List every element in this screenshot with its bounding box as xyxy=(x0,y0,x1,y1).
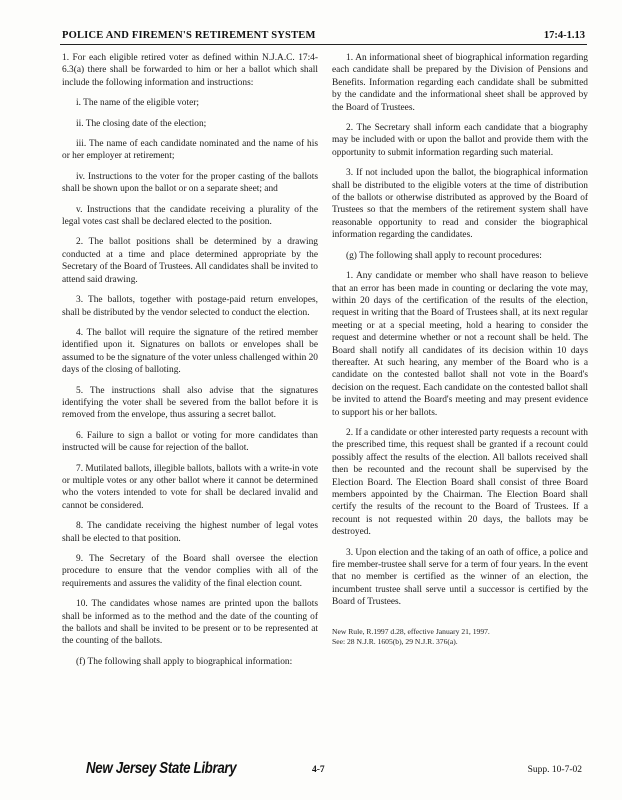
source-note-line: See: 28 N.J.R. 1605(b), 29 N.J.R. 376(a). xyxy=(332,636,458,646)
left-column xyxy=(62,52,318,676)
paragraph: 1. Any candidate or member who shall have reason to believe that an error has been made in counting or declaring the vote may, within 20 days of the certification of the results of the election, request in writing that the Board of Trustees shall, at its next regular meeting or at a special meeting, hold a hearing to consider the request and determine whether or not a recount shall be held. The Board shall notify all candidates of its decision within 10 days thereafter. At such hearing, any member of the Board who is a candidate on the contested ballot shall not vote in the Board's decision on the request. Each candidate on the contested ballot shall be invited to attend the Board's meeting and may present evidence to support his or her ballots. xyxy=(332,271,588,418)
paragraph: 1. An informational sheet of biographical information regarding each candidate shall be prepared by the Division of Pensions and Benefits. Information regarding each candidate shall be submitted by the candidate and the informational sheet shall be approved by the Board of Trustees. xyxy=(332,53,588,113)
source-note xyxy=(332,627,588,647)
paragraph: iv. Instructions to the voter for the proper casting of the ballots shall be shown upon the ballot or on a separate sheet; and xyxy=(62,171,318,195)
right-column xyxy=(332,52,588,655)
paragraph: iii. The name of each candidate nominated and the name of his or her employer at retirement; xyxy=(62,139,318,162)
paragraph: 2. The ballot positions shall be determined by a drawing conducted at a time and place determined appropriate by the Secretary of the Board of Trustees. All candidates shall be invited to attend said drawing. xyxy=(62,237,318,285)
paragraph: i. The name of the eligible voter; xyxy=(76,98,199,109)
running-header-title: POLICE AND FIREMEN'S RETIREMENT SYSTEM xyxy=(62,30,316,41)
paragraph: (f) The following shall apply to biographical information: xyxy=(76,656,293,667)
paragraph: 10. The candidates whose names are printed upon the ballots shall be informed as to the method and the date of the counting of the ballots and shall be invited to be present or to be represented at the counting of the ballots. xyxy=(62,599,318,647)
paragraph: 1. For each eligible retired voter as defined within N.J.A.C. 17:4-6.3(a) there shall be forwarded to him or her a ballot which shall include the following information and instructions: xyxy=(62,53,318,88)
supplement-date: Supp. 10-7-02 xyxy=(527,765,582,775)
paragraph: 8. The candidate receiving the highest number of legal votes shall be elected to that position. xyxy=(62,521,318,544)
paragraph: v. Instructions that the candidate receiving a plurality of the legal votes cast shall be declared elected to the position. xyxy=(62,204,318,228)
paragraph: 2. If a candidate or other interested party requests a recount with the prescribed time, this request shall be granted if a recount could possibly affect the results of the election. All ballots received shall then be recounted and the recount shall be supervised by the Election Board. The Election Board shall consist of three Board members appointed by the Chairman. The Election Board shall certify the results of the recount to the Board of Trustees. If a recount is not requested within 20 days, the ballots may be destroyed. xyxy=(332,427,588,538)
paragraph: (g) The following shall apply to recount procedures: xyxy=(346,250,542,261)
page-number: 4-7 xyxy=(312,765,325,775)
paragraph: 3. The ballots, together with postage-paid return envelopes, shall be distributed by the vendor selected to conduct the election. xyxy=(62,295,318,318)
paragraph: 4. The ballot will require the signature of the retired member identified upon it. Signatures on ballots or envelopes shall be assumed to be the signature of the voter unless challenged within 20 days of the closing of balloting. xyxy=(62,327,318,376)
source-note-line: New Rule, R.1997 d.28, effective January 21, 1997. xyxy=(332,626,490,636)
library-stamp: New Jersey State Library xyxy=(86,760,237,777)
paragraph: 2. The Secretary shall inform each candidate that a biography may be included with or upon the ballot and provide them with the opportunity to submit information regarding such material. xyxy=(332,123,588,158)
paragraph: 3. Upon election and the taking of an oath of office, a police and fire member-trustee shall serve for a term of four years. In the event that no member is certified as the winner of an election, the incumbent trustee shall serve until a successor is certified by the Board of Trustees. xyxy=(332,547,588,608)
paragraph: ii. The closing date of the election; xyxy=(76,118,207,129)
paragraph: 9. The Secretary of the Board shall oversee the election procedure to ensure that the vendor complies with all of the requirements and assures the validity of the final election count. xyxy=(62,554,318,589)
paragraph: 3. If not included upon the ballot, the biographical information shall be distributed to the eligible voters at the time of distribution of the ballots or otherwise distributed as approved by the Board of Trustees so that the members of the retirement system shall have reasonable opportunity to read and consider the biographical information regarding the candidates. xyxy=(332,168,588,241)
paragraph: 7. Mutilated ballots, illegible ballots, ballots with a write-in vote or multiple votes or any other ballot where it cannot be determined who the voters intended to vote for shall be declared invalid and cannot be considered. xyxy=(62,463,318,511)
running-header-section: 17:4-1.13 xyxy=(543,30,585,41)
paragraph: 6. Failure to sign a ballot or voting for more candidates than instructed will be cause for rejection of the ballot. xyxy=(62,430,318,454)
header-rule xyxy=(60,44,587,45)
paragraph: 5. The instructions shall also advise that the signatures identifying the voter shall be severed from the ballot before it is removed from the envelope, thus assuring a secret ballot. xyxy=(62,385,318,421)
